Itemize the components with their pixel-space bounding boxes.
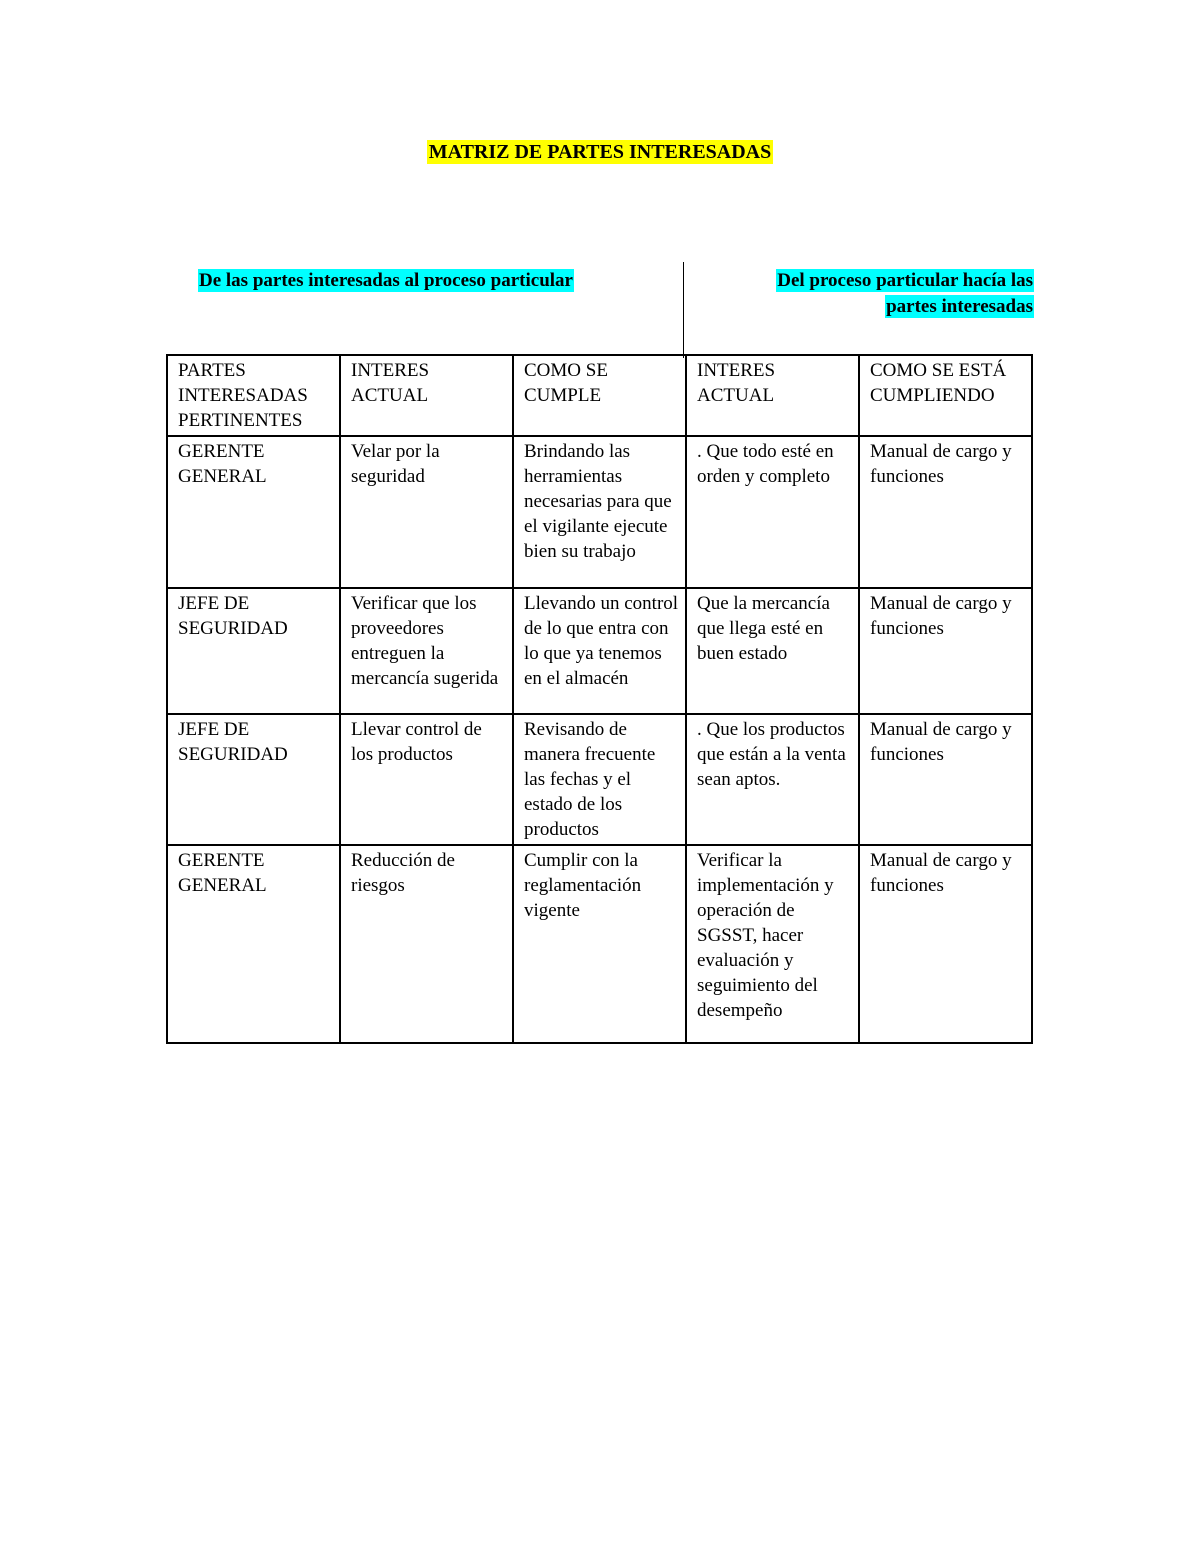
table-cell: Cumplir con la reglamentación vigente (513, 845, 686, 1043)
table-row (167, 845, 1032, 1043)
header-cell: PARTES INTERESADAS PERTINENTES (167, 355, 340, 436)
table-row (167, 714, 1032, 845)
table-cell: . Que todo esté en orden y completo (686, 436, 859, 588)
section-divider (683, 262, 684, 358)
header-cell: COMO SE ESTÁ CUMPLIENDO (859, 355, 1032, 436)
table-row (167, 436, 1032, 588)
header-cell: INTERES ACTUAL (340, 355, 513, 436)
table-cell: JEFE DE SEGURIDAD (167, 588, 340, 714)
table-cell: Llevar control de los productos (340, 714, 513, 845)
title-text: MATRIZ DE PARTES INTERESADAS (428, 141, 772, 163)
section-heading-right: Del proceso particular hacía las partes interesadas (777, 270, 1033, 317)
table-cell: Verificar que los proveedores entreguen la mercancía sugerida (340, 588, 513, 714)
table-cell: Que la mercancía que llega esté en buen estado (686, 588, 859, 714)
table-cell: Reducción de riesgos (340, 845, 513, 1043)
table-cell: JEFE DE SEGURIDAD (167, 714, 340, 845)
table-header-row (167, 355, 1032, 436)
table-cell: Velar por la seguridad (340, 436, 513, 588)
stakeholder-matrix-table (166, 354, 1033, 1044)
table-cell: Brindando las herramientas necesarias para que el vigilante ejecute bien su trabajo (513, 436, 686, 588)
table-cell: GERENTE GENERAL (167, 845, 340, 1043)
table-cell: Manual de cargo y funciones (859, 845, 1032, 1043)
table-cell: Manual de cargo y funciones (859, 436, 1032, 588)
header-cell: COMO SE CUMPLE (513, 355, 686, 436)
header-cell: INTERES ACTUAL (686, 355, 859, 436)
table-cell: Verificar la implementación y operación de SGSST, hacer evaluación y seguimiento del desempeño (686, 845, 859, 1043)
table-cell: . Que los productos que están a la venta sean aptos. (686, 714, 859, 845)
document-title (0, 139, 1200, 165)
table-cell: Manual de cargo y funciones (859, 588, 1032, 714)
table-cell: Manual de cargo y funciones (859, 714, 1032, 845)
table-cell: GERENTE GENERAL (167, 436, 340, 588)
section-heading-left: De las partes interesadas al proceso particular (199, 270, 573, 291)
table-cell: Revisando de manera frecuente las fechas y el estado de los productos (513, 714, 686, 845)
table-row (167, 588, 1032, 714)
table-cell: Llevando un control de lo que entra con lo que ya tenemos en el almacén (513, 588, 686, 714)
